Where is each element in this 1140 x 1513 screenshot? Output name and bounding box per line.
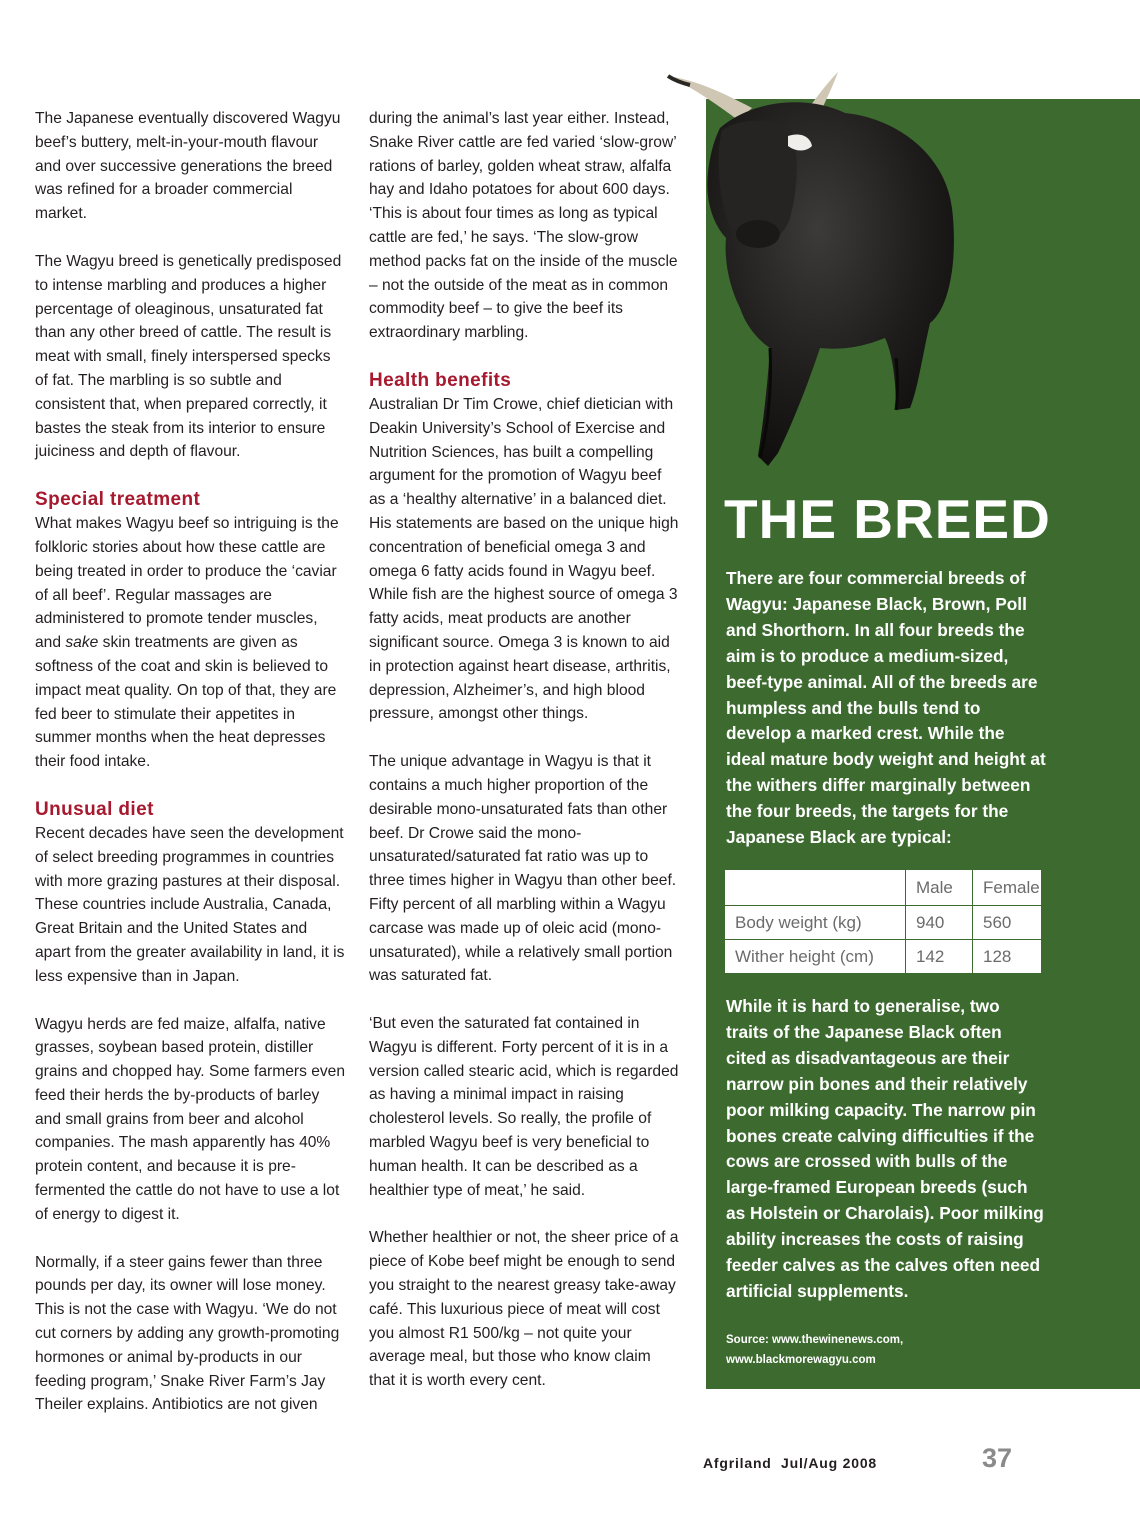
paragraph: The Japanese eventually discovered Wagyu beef’s buttery, melt-in-your-mouth flavour and over successive generations the breed was refined for a broader commercial market. — [35, 110, 341, 223]
table-cell: 560 — [973, 906, 1042, 940]
page-number: 37 — [982, 1443, 1013, 1473]
paragraph: Wagyu herds are fed maize, alfalfa, native grasses, soybean based protein, distiller grains and chopped hay. Some farmers even feed their herds the by-products of barley and small grains from beer and alcohol companies. The mash apparently has 40% protein content, and because it is pre-fermented the cattle do not have to use a lot of energy to digest it. — [35, 1015, 346, 1223]
paragraph: The unique advantage in Wagyu is that it contains a much higher proportion of the desirable mono-unsaturated fats than other beef. Dr Crowe said the mono-unsaturated/saturated fat ratio was up to three times higher in Wagyu than other beef. Fifty percent of all marbling within a Wagyu carcase was made up of oleic acid (mono-unsaturated), while a relatively small portion was saturated fat. — [369, 753, 677, 985]
emphasis-sake: sake — [65, 634, 99, 652]
paragraph — [35, 512, 347, 774]
table-cell: 142 — [906, 940, 973, 974]
paragraph: Recent decades have seen the development of select breeding programmes in countries with more grazing pastures at their disposal. These countries include Australia, Canada, Great Britain and the United States and apart from the greater availability in land, it is less expensive than in Japan. — [35, 824, 345, 985]
wagyu-bull-image — [660, 58, 960, 488]
paragraph-text: What makes Wagyu beef so intriguing is the folkloric stories about how these cattle are being treated in order to produce the ‘caviar of all beef’. Regular massages are administered to promote tender muscles, and — [35, 515, 339, 652]
source-line: www.blackmorewagyu.com — [726, 1354, 876, 1366]
table-cell: Wither height (cm) — [725, 940, 906, 974]
footer-publication: Afgriland Jul/Aug 2008 — [703, 1455, 877, 1471]
table-cell: 940 — [906, 906, 973, 940]
paragraph: Australian Dr Tim Crowe, chief dietician with Deakin University’s School of Exercise and Nutrition Sciences, has built a compelling argument for the promotion of Wagyu beef as a ‘healthy alternative’ in a balanced diet. His statements are based on the unique high concentration of beneficial omega 3 and omega 6 fatty acids found in Wagyu beef. While fish are the highest source of omega 3 fatty acids, meat products are another significant source. Omega 3 is known to aid in protection against heart disease, arthritis, depression, Alzheimer’s, and high blood pressure, amongst other things. — [369, 395, 679, 723]
table-row — [725, 940, 1042, 974]
section-heading-special-treatment: Special treatment — [35, 489, 201, 511]
paragraph: Whether healthier or not, the sheer price of a piece of Kobe beef might be enough to send you straight to the nearest greasy take-away café. This luxurious piece of meat will cost you almost R1 500/kg – not quite your average meal, but those who know claim that it is worth every cent. — [369, 1229, 679, 1390]
sidebar-intro: There are four commercial breeds of Wagyu: Japanese Black, Brown, Poll and Shorthorn. In all four breeds the aim is to produce a medium-sized, beef-type animal. All of the breeds are humpless and the bulls tend to develop a marked crest. While the ideal mature body weight and height at the withers differ marginally between the four breeds, the targets for the Japanese Black are typical: — [726, 568, 1046, 848]
paragraph-text: skin treatments are given as softness of the coat and skin is believed to impact meat quality. On top of that, they are fed beer to stimulate their appetites in summer months when the heat depresses their food intake. — [35, 634, 337, 771]
paragraph: The Wagyu breed is genetically predisposed to intense marbling and produces a higher percentage of oleaginous, unsaturated fat than any other breed of cattle. The result is meat with small, finely interspersed specks of fat. The marbling is so subtle and consistent that, when prepared correctly, it bastes the steak from its interior to ensure juiciness and depth of flavour. — [35, 252, 342, 461]
section-heading-health-benefits: Health benefits — [369, 369, 512, 391]
section-heading-unusual-diet: Unusual diet — [35, 798, 154, 820]
table-cell: 128 — [973, 940, 1042, 974]
table-cell: Body weight (kg) — [725, 906, 906, 940]
table-header-male: Male — [906, 870, 973, 906]
paragraph: during the animal’s last year either. Instead, Snake River cattle are fed varied ‘slow-grow’ rations of barley, golden wheat straw, alfalfa hay and Idaho potatoes for about 600 days. ‘This is about four times as long as typical cattle are fed,’ he says. ‘The slow-grow method packs fat on the inside of the muscle – not the outside of the meat as in common commodity beef – to give the beef its extraordinary marbling. — [369, 110, 678, 342]
table-header-row — [725, 870, 1042, 906]
paragraph: ‘But even the saturated fat contained in Wagyu is different. Forty percent of it is in a version called stearic acid, which is regarded as having a minimal impact in raising cholesterol levels. So really, the profile of marbled Wagyu beef is very beneficial to human health. It can be described as a healthier type of meat,’ he said. — [369, 1015, 679, 1199]
article-column-2 — [369, 107, 681, 1417]
source-line: Source: www.thewinenews.com, — [726, 1334, 904, 1346]
sidebar-title: THE BREED — [724, 488, 1051, 550]
table-header-female: Female — [973, 870, 1042, 906]
table-row — [725, 906, 1042, 940]
breed-targets-table — [724, 869, 1042, 974]
article-column-1 — [35, 107, 347, 1441]
paragraph: Normally, if a steer gains fewer than three pounds per day, its owner will lose money. This is not the case with Wagyu. ‘We do not cut corners by adding any growth-promoting hormones or animal by-products in our feeding program,’ Snake River Farm’s Jay Theiler explains. Antibiotics are not given — [35, 1253, 340, 1414]
sidebar-traits: While it is hard to generalise, two traits of the Japanese Black often cited as disadvantageous are their narrow pin bones and their relatively poor milking capacity. The narrow pin bones create calving difficulties if the cows are crossed with bulls of the large-framed European breeds (such as Holstein or Charolais). Poor milking ability increases the costs of raising feeder calves as the calves often need artificial supplements. — [726, 996, 1044, 1301]
source-credit — [726, 1330, 903, 1370]
table-cell — [725, 870, 906, 906]
